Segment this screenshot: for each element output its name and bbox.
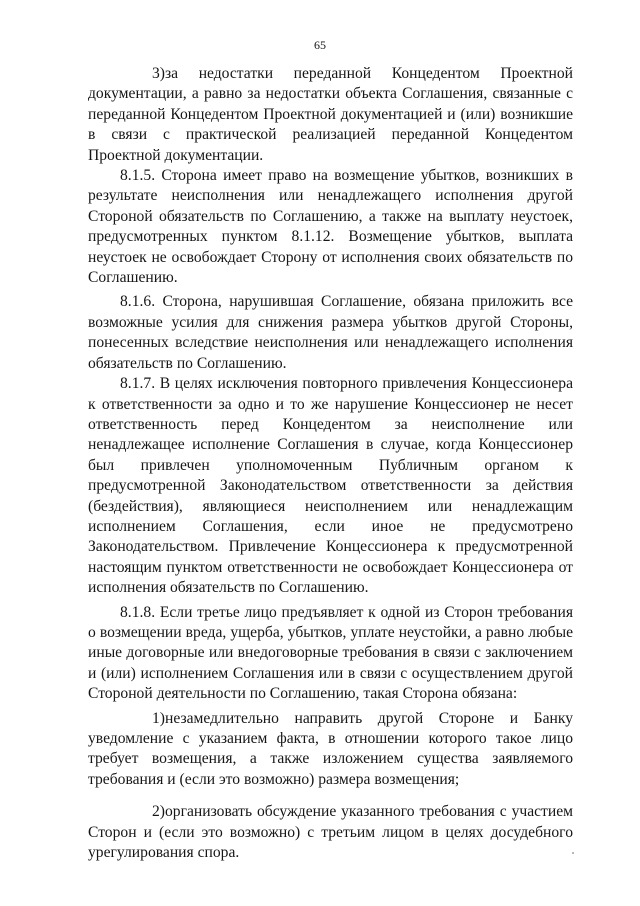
paragraph-8-1-6: 8.1.6. Сторона, нарушившая Соглашение, обязана приложить все возможные усилия для снижения размера убытков другой Стороны, понесенных вследствие неисполнения или ненадлежащего исполнения обязательств по Соглашению. — [88, 293, 573, 372]
list-item-number: 3) — [152, 65, 165, 82]
paragraph-8-1-8: 8.1.8. Если третье лицо предъявляет к одной из Сторон требования о возмещении вреда, ущерба, убытков, уплате неустойки, а равно любые иные договорные или внедоговорные требования в связи с заключением и (или) исполнением Соглашения или в связи с осуществлением другой Стороной деятельности по Соглашению, такая Сторона обязана: — [88, 603, 573, 703]
scan-artifact — [572, 852, 574, 854]
list-item-1 — [88, 709, 573, 791]
paragraph-8-1-5: 8.1.5. Сторона имеет право на возмещение убытков, возникших в результате неисполнения или ненадлежащего исполнения другой Стороной обязательств по Соглашению, а также на выплату неустоек, предусмотренных пунктом 8.1.12. Возмещение убытков, выплата неустоек не освобождает Сторону от исполнения своих обязательств по Соглашению. — [88, 167, 573, 287]
paragraph-8-1-7: 8.1.7. В целях исключения повторного привлечения Концессионера к ответственности за одно и то же нарушение Концессионер не несет ответственность перед Концедентом за неисполнение или ненадлежащее исполнение Соглашения в случае, когда Концессионер был привлечен уполномоченным Публичным органом к предусмотренной Законодательством ответственности за действия (бездействия), являющиеся неисполнением или ненадлежащим исполнением Соглашения, если иное не предусмотрено Законодательством. Привлечение Концессионера к предусмотренной настоящим пунктом ответственности не освобождает Концессионера от исполнения обязательств по Соглашению. — [88, 375, 573, 597]
list-item-2 — [88, 802, 573, 863]
page-number: 65 — [314, 38, 326, 52]
list-item-number: 1) — [152, 709, 165, 727]
list-item-text: за недостатки переданной Концедентом Проектной документации, а равно за недостатки объекта Соглашения, связанные с переданной Концедентом Проектной документацией и (или) возникшие в связи с практической реализацией переданной Концедентом Проектной документации. — [88, 65, 573, 164]
list-item-text: незамедлительно направить другой Стороне и Банку уведомление с указанием факта, в отношении которого такое лицо требует возмещения, а также изложением существа заявляемого требования и (если это возможно) размера возмещения; — [88, 709, 573, 788]
document-body — [88, 64, 573, 863]
list-item-number: 2) — [152, 803, 165, 821]
list-item-3 — [88, 64, 573, 166]
list-item-text: организовать обсуждение указанного требования с участием Сторон и (если это возможно) с третьим лицом в целях досудебного урегулирования спора. — [88, 803, 573, 862]
